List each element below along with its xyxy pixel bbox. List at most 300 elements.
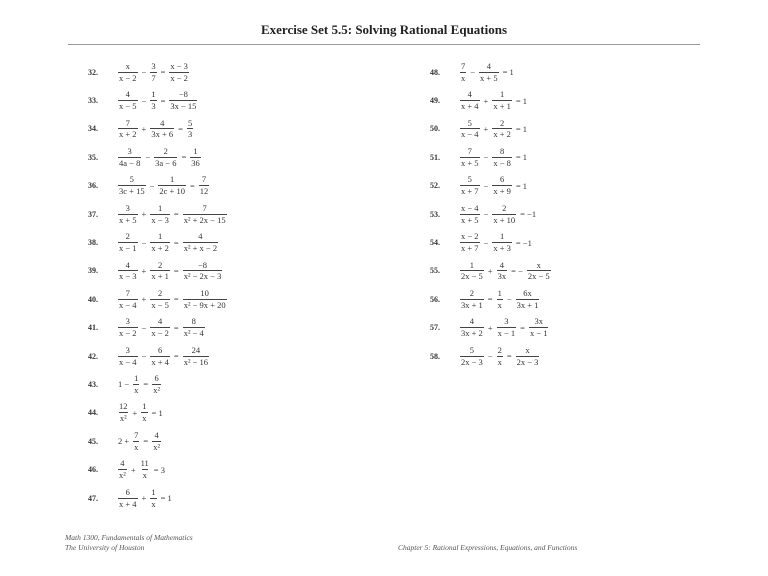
equation xyxy=(116,147,203,168)
operator: = 1 xyxy=(515,180,528,191)
operator: + xyxy=(141,294,147,305)
problem-number: 37. xyxy=(88,209,98,219)
operator: = 1 xyxy=(502,67,514,78)
operator: − xyxy=(483,209,489,220)
denominator: x − 1 xyxy=(497,328,516,339)
equation xyxy=(458,289,541,310)
fraction xyxy=(460,232,480,253)
fraction xyxy=(460,175,480,196)
denominator: 2c + 10 xyxy=(159,186,185,197)
problem-number: 57. xyxy=(430,323,440,333)
fraction xyxy=(460,90,480,111)
problem-number: 40. xyxy=(88,294,98,304)
operator: 1 − xyxy=(118,379,130,390)
fraction xyxy=(150,261,170,282)
numerator: 3 xyxy=(125,316,130,327)
operator: = xyxy=(173,265,179,276)
equation xyxy=(458,204,538,225)
denominator: x + 4 xyxy=(461,101,479,112)
operator: = xyxy=(143,379,149,390)
operator: + xyxy=(483,123,489,134)
numerator: 2 xyxy=(469,287,475,298)
denominator: 3x − 15 xyxy=(170,101,197,112)
operator: − xyxy=(149,180,155,191)
denominator: x − 1 xyxy=(529,328,548,339)
fraction xyxy=(118,204,138,225)
numerator: 7 xyxy=(134,429,139,440)
fraction xyxy=(118,402,129,423)
problem-item xyxy=(88,399,229,427)
denominator: x − 3 xyxy=(151,214,169,225)
denominator: x + 7 xyxy=(461,243,479,254)
problem-number: 56. xyxy=(430,294,440,304)
numerator: 6 xyxy=(154,373,159,384)
denominator: x − 2 xyxy=(119,328,137,339)
numerator: 7 xyxy=(125,117,130,128)
fraction xyxy=(118,175,146,196)
fraction xyxy=(118,317,138,338)
operator: 2 + xyxy=(118,436,130,447)
numerator: 4 xyxy=(125,259,130,270)
problem-item xyxy=(430,342,553,370)
denominator: x − 4 xyxy=(461,129,479,140)
problem-item xyxy=(430,172,553,200)
operator: + xyxy=(141,265,147,276)
equation xyxy=(458,147,529,168)
denominator: x² xyxy=(119,413,127,424)
operator: = − xyxy=(511,265,523,276)
problem-item xyxy=(88,484,229,512)
fraction xyxy=(492,147,512,168)
problem-number: 49. xyxy=(430,96,440,106)
denominator: 4a − 8 xyxy=(119,157,141,168)
fraction xyxy=(516,346,540,367)
problem-number: 38. xyxy=(88,238,98,248)
problem-number: 53. xyxy=(430,209,440,219)
numerator: 7 xyxy=(201,174,207,185)
equation xyxy=(116,317,207,338)
fraction xyxy=(497,289,503,310)
denominator: x² + x − 2 xyxy=(183,243,218,254)
denominator: x + 2 xyxy=(493,129,511,140)
operator: = 1 xyxy=(151,407,163,418)
numerator: 2 xyxy=(502,202,507,213)
numerator: 8 xyxy=(499,145,505,156)
problem-item xyxy=(430,314,553,342)
numerator: 4 xyxy=(120,458,125,469)
problem-item xyxy=(88,172,229,200)
equation xyxy=(116,402,165,423)
fraction xyxy=(150,346,170,367)
denominator: x + 3 xyxy=(493,243,511,254)
numerator: 1 xyxy=(170,174,175,185)
denominator: x xyxy=(461,72,466,83)
denominator: 3x + 1 xyxy=(461,299,483,310)
equation xyxy=(458,62,516,83)
footer-university-line: The University of Houston xyxy=(65,543,145,552)
numerator: −8 xyxy=(178,89,188,100)
fraction xyxy=(154,147,177,168)
numerator: 1 xyxy=(157,202,163,213)
fraction xyxy=(150,488,156,509)
operator: − xyxy=(141,351,147,362)
operator: = −1 xyxy=(515,237,532,248)
operator: = xyxy=(173,209,179,220)
denominator: x − 8 xyxy=(493,157,511,168)
fraction xyxy=(183,289,227,310)
fraction xyxy=(118,232,138,253)
numerator: 1 xyxy=(499,231,505,242)
numerator: 7 xyxy=(461,60,466,71)
denominator: 2x − 5 xyxy=(461,271,483,282)
fraction xyxy=(158,175,186,196)
operator: − xyxy=(145,152,151,163)
operator: − xyxy=(141,322,147,333)
title-rule xyxy=(68,44,700,45)
operator: = 1 xyxy=(515,123,528,134)
denominator: x xyxy=(142,413,147,424)
fraction xyxy=(150,62,156,83)
denominator: x − 3 xyxy=(119,271,137,282)
denominator: 3x + 2 xyxy=(461,328,483,339)
operator: = 1 xyxy=(160,493,172,504)
fraction xyxy=(479,62,499,83)
denominator: x + 7 xyxy=(461,186,479,197)
numerator: 4 xyxy=(157,316,163,327)
problem-number: 43. xyxy=(88,379,98,389)
footer-chapter: Chapter 5: Rational Expressions, Equations, and Functions xyxy=(398,543,578,552)
denominator: x + 1 xyxy=(151,271,169,282)
fraction xyxy=(460,204,480,225)
numerator: 24 xyxy=(191,344,201,355)
equation xyxy=(458,119,529,140)
problem-item xyxy=(430,285,553,313)
denominator: x − 1 xyxy=(119,243,137,254)
problem-number: 45. xyxy=(88,436,98,446)
denominator: x + 5 xyxy=(119,214,137,225)
fraction xyxy=(150,204,170,225)
denominator: x + 5 xyxy=(461,214,479,225)
problem-item xyxy=(430,228,553,256)
numerator: 4 xyxy=(486,60,491,71)
operator: + xyxy=(487,322,493,333)
problem-item xyxy=(430,200,553,228)
denominator: x − 2 xyxy=(119,72,137,83)
fraction xyxy=(141,402,147,423)
fraction xyxy=(152,374,161,395)
denominator: 36 xyxy=(191,157,200,168)
equation xyxy=(116,175,211,196)
fraction xyxy=(460,147,480,168)
denominator: x² + 2x − 15 xyxy=(183,214,226,225)
numerator: 2 xyxy=(163,145,168,156)
problem-number: 51. xyxy=(430,152,440,162)
fraction xyxy=(516,289,540,310)
numerator: 5 xyxy=(129,174,134,185)
operator: = xyxy=(178,123,183,134)
operator: = xyxy=(173,294,179,305)
problem-item xyxy=(88,427,229,455)
denominator: x² xyxy=(119,470,126,481)
fraction xyxy=(527,261,551,282)
numerator: 2 xyxy=(157,287,163,298)
fraction xyxy=(497,346,503,367)
denominator: x + 5 xyxy=(461,157,479,168)
numerator: x − 2 xyxy=(461,231,479,242)
problem-number: 44. xyxy=(88,408,98,418)
denominator: x − 5 xyxy=(151,299,169,310)
denominator: 3x + 6 xyxy=(151,129,174,140)
numerator: 11 xyxy=(140,458,149,469)
fraction xyxy=(183,317,205,338)
equation xyxy=(116,90,199,111)
problem-item xyxy=(88,228,229,256)
denominator: x + 4 xyxy=(119,498,137,509)
numerator: 5 xyxy=(187,117,193,128)
operator: = 1 xyxy=(515,152,528,163)
fraction xyxy=(460,317,484,338)
denominator: x xyxy=(142,470,147,481)
denominator: 3c + 15 xyxy=(119,186,145,197)
problem-item xyxy=(430,86,553,114)
numerator: 1 xyxy=(157,231,163,242)
operator: − xyxy=(483,237,489,248)
operator: + xyxy=(130,464,136,475)
problem-number: 58. xyxy=(430,351,440,361)
numerator: 3 xyxy=(504,316,509,327)
fraction xyxy=(150,289,170,310)
problem-number: 32. xyxy=(88,67,98,77)
fraction xyxy=(492,175,512,196)
right-problem-column xyxy=(430,58,553,370)
denominator: x − 4 xyxy=(119,299,137,310)
equation xyxy=(458,346,541,367)
problem-item xyxy=(88,86,229,114)
problem-number: 48. xyxy=(430,67,440,77)
problem-number: 52. xyxy=(430,181,440,191)
numerator: x xyxy=(125,60,130,71)
fraction xyxy=(199,175,210,196)
denominator: 7 xyxy=(151,72,156,83)
problem-number: 46. xyxy=(88,465,98,475)
fraction xyxy=(460,261,484,282)
numerator: 3 xyxy=(125,344,130,355)
operator: − xyxy=(483,152,489,163)
numerator: 8 xyxy=(191,316,196,327)
equation xyxy=(458,232,534,253)
fraction xyxy=(140,459,150,480)
problem-item xyxy=(88,200,229,228)
fraction xyxy=(460,289,484,310)
numerator: 4 xyxy=(154,429,159,440)
denominator: 3 xyxy=(151,101,156,112)
fraction xyxy=(118,90,138,111)
operator: = xyxy=(189,180,195,191)
operator: + xyxy=(141,493,147,504)
operator: = −1 xyxy=(520,209,537,220)
denominator: x xyxy=(497,299,502,310)
fraction xyxy=(150,90,156,111)
problem-item xyxy=(430,257,553,285)
numerator: 3x xyxy=(534,316,543,327)
denominator: x² − 9x + 20 xyxy=(183,299,226,310)
problem-item xyxy=(88,115,229,143)
numerator: 1 xyxy=(142,401,147,412)
denominator: x + 1 xyxy=(493,101,511,112)
denominator: x − 2 xyxy=(170,72,188,83)
denominator: 2x − 3 xyxy=(461,356,483,367)
numerator: 3 xyxy=(125,202,130,213)
fraction xyxy=(492,119,512,140)
fraction xyxy=(529,317,549,338)
problem-number: 54. xyxy=(430,238,440,248)
numerator: 1 xyxy=(469,259,475,270)
operator: = 1 xyxy=(515,95,528,106)
denominator: x − 4 xyxy=(119,356,137,367)
problem-number: 42. xyxy=(88,351,98,361)
operator: + xyxy=(132,407,138,418)
numerator: 4 xyxy=(125,89,130,100)
numerator: 2 xyxy=(499,117,505,128)
denominator: 12 xyxy=(199,186,209,197)
numerator: x xyxy=(525,344,530,355)
problem-item xyxy=(88,58,229,86)
fraction xyxy=(133,374,139,395)
equation xyxy=(116,431,163,452)
fraction xyxy=(460,62,466,83)
operator: + xyxy=(141,209,147,220)
operator: − xyxy=(470,67,476,78)
denominator: 2x − 3 xyxy=(516,356,539,367)
numerator: 2 xyxy=(157,259,163,270)
operator: = xyxy=(143,436,149,447)
fraction xyxy=(497,317,517,338)
numerator: 6x xyxy=(523,287,532,298)
fraction xyxy=(118,346,138,367)
fraction xyxy=(497,261,508,282)
problem-number: 33. xyxy=(88,96,98,106)
numerator: 2 xyxy=(125,231,130,242)
fraction xyxy=(169,90,197,111)
numerator: 1 xyxy=(499,89,505,100)
equation xyxy=(116,119,195,140)
operator: − xyxy=(141,67,147,78)
problem-item xyxy=(88,342,229,370)
fraction xyxy=(118,147,141,168)
numerator: 5 xyxy=(467,174,472,185)
operator: = xyxy=(173,237,179,248)
denominator: x + 5 xyxy=(480,72,498,83)
problem-number: 55. xyxy=(430,266,440,276)
equation xyxy=(458,317,550,338)
equation xyxy=(458,261,553,282)
fraction xyxy=(150,232,170,253)
numerator: 1 xyxy=(497,287,502,298)
denominator: x² xyxy=(153,441,161,452)
fraction xyxy=(183,261,223,282)
equation xyxy=(116,62,191,83)
numerator: 4 xyxy=(160,117,165,128)
operator: + xyxy=(483,95,489,106)
operator: = xyxy=(181,152,187,163)
denominator: x + 2 xyxy=(151,243,169,254)
equation xyxy=(116,232,220,253)
operator: = xyxy=(487,294,493,305)
problem-item xyxy=(88,455,229,483)
denominator: x − 5 xyxy=(119,101,137,112)
denominator: x + 10 xyxy=(493,214,516,225)
fraction xyxy=(169,62,189,83)
numerator: 1 xyxy=(151,89,156,100)
numerator: 6 xyxy=(499,174,505,185)
problem-item xyxy=(430,58,553,86)
fraction xyxy=(118,119,138,140)
numerator: 4 xyxy=(499,259,504,270)
denominator: x² xyxy=(153,384,161,395)
numerator: 1 xyxy=(151,486,156,497)
numerator: 7 xyxy=(467,145,472,156)
equation xyxy=(116,488,174,509)
numerator: 6 xyxy=(157,344,163,355)
fraction xyxy=(183,346,209,367)
operator: = xyxy=(173,351,179,362)
equation xyxy=(116,346,211,367)
numerator: 5 xyxy=(467,117,472,128)
problem-number: 36. xyxy=(88,181,98,191)
problem-item xyxy=(430,143,553,171)
page-title: Exercise Set 5.5: Solving Rational Equations xyxy=(260,22,508,37)
equation xyxy=(116,289,229,310)
denominator: x xyxy=(497,356,502,367)
fraction xyxy=(150,119,174,140)
operator: = xyxy=(520,322,525,333)
numerator: 3 xyxy=(127,145,132,156)
denominator: x + 2 xyxy=(119,129,137,140)
problem-number: 41. xyxy=(88,323,98,333)
fraction xyxy=(150,317,170,338)
denominator: x xyxy=(134,384,139,395)
fraction xyxy=(460,119,480,140)
footer-course xyxy=(65,533,193,553)
problem-number: 35. xyxy=(88,152,98,162)
numerator: x − 4 xyxy=(461,202,479,213)
fraction xyxy=(118,459,127,480)
denominator: x − 2 xyxy=(151,328,169,339)
numerator: 4 xyxy=(467,89,472,100)
fraction xyxy=(460,346,484,367)
fraction xyxy=(118,289,138,310)
fraction xyxy=(190,147,201,168)
fraction xyxy=(492,232,512,253)
numerator: 3 xyxy=(151,60,156,71)
equation xyxy=(116,374,163,395)
denominator: x² − 16 xyxy=(183,356,209,367)
denominator: 2x − 5 xyxy=(527,271,550,282)
fraction xyxy=(118,62,138,83)
equation xyxy=(116,459,167,480)
numerator: 2 xyxy=(497,344,502,355)
left-problem-column xyxy=(88,58,229,512)
fraction xyxy=(118,261,138,282)
problem-item xyxy=(88,370,229,398)
numerator: x xyxy=(536,259,541,270)
problem-item xyxy=(88,314,229,342)
denominator: 3x xyxy=(497,271,507,282)
fraction xyxy=(492,204,516,225)
problem-item xyxy=(430,115,553,143)
fraction xyxy=(183,204,227,225)
equation xyxy=(458,175,529,196)
